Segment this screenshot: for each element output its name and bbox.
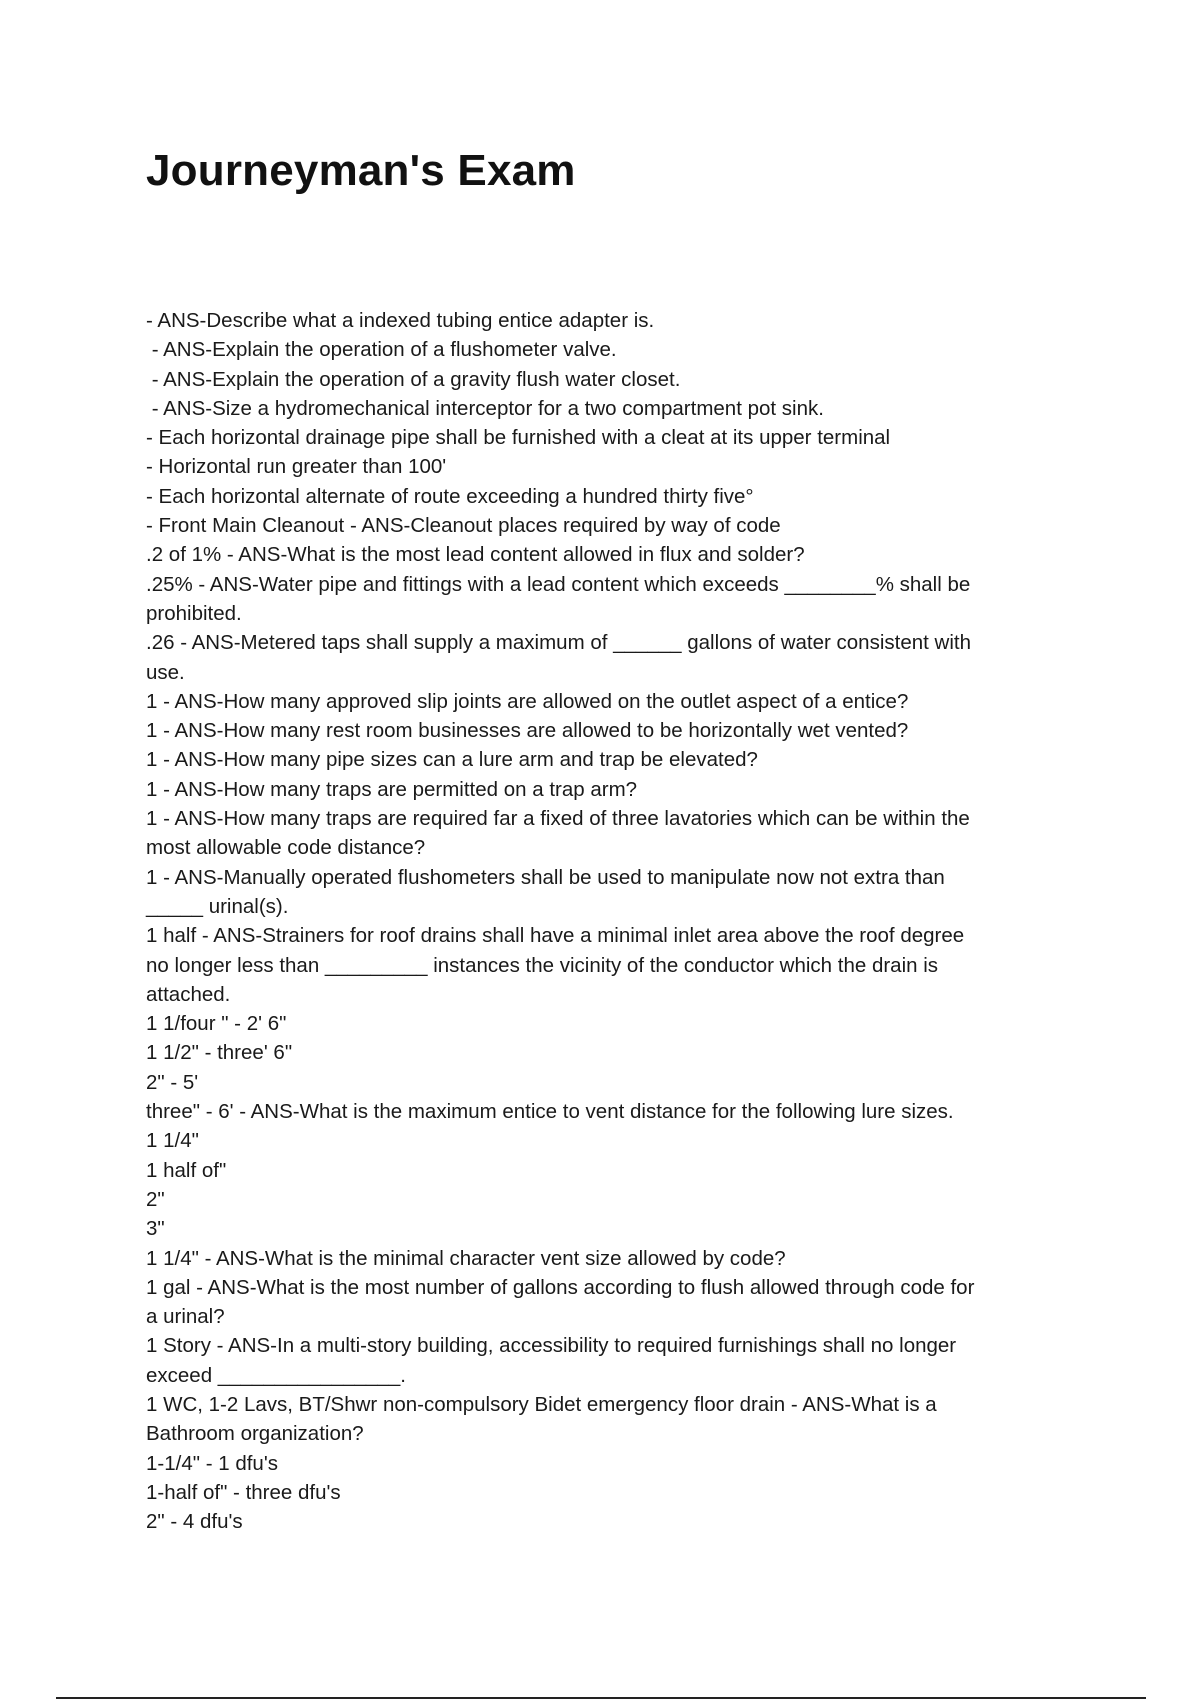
text-line: - ANS-Describe what a indexed tubing entice adapter is. xyxy=(146,309,655,332)
text-line: 1 - ANS-Manually operated flushometers shall be used to manipulate now not extra than xyxy=(146,865,945,889)
text-line: 1 half of" xyxy=(146,1158,227,1182)
text-line: 1 - ANS-How many approved slip joints are allowed on the outlet aspect of a entice? xyxy=(146,689,909,713)
text-line: .25% - ANS-Water pipe and fittings with a lead content which exceeds ________% shall be xyxy=(146,572,971,596)
document-body xyxy=(146,306,1046,1536)
text-line: 1 - ANS-How many traps are required far a fixed of three lavatories which can be within the xyxy=(146,807,970,831)
text-line: _____ urinal(s). xyxy=(146,894,289,918)
text-line: 1 1/4" - ANS-What is the minimal character vent size allowed by code? xyxy=(146,1246,786,1270)
text-line: - Each horizontal alternate of route exceeding a hundred thirty five° xyxy=(146,484,754,508)
text-line: most allowable code distance? xyxy=(146,836,426,860)
text-line: 1-half of" - three dfu's xyxy=(146,1480,341,1504)
text-line: .2 of 1% - ANS-What is the most lead content allowed in flux and solder? xyxy=(146,543,805,567)
text-line: 1 gal - ANS-What is the most number of gallons according to flush allowed through code for xyxy=(146,1275,975,1299)
text-line: exceed ________________. xyxy=(146,1363,406,1387)
text-line: 1 - ANS-How many traps are permitted on a trap arm? xyxy=(146,777,638,801)
text-line: 1 1/2" - three' 6" xyxy=(146,1041,293,1065)
text-line: three" - 6' - ANS-What is the maximum entice to vent distance for the following lure sizes. xyxy=(146,1100,954,1124)
text-line: 1 1/4" xyxy=(146,1129,199,1153)
footer-divider xyxy=(56,1697,1146,1699)
text-line: 1 half - ANS-Strainers for roof drains shall have a minimal inlet area above the roof degree xyxy=(146,924,965,948)
text-line: Bathroom organization? xyxy=(146,1422,364,1446)
page-title: Journeyman's Exam xyxy=(146,146,576,195)
text-line: - ANS-Explain the operation of a gravity flush water closet. xyxy=(146,367,681,391)
text-line: - Front Main Cleanout - ANS-Cleanout places required by way of code xyxy=(146,514,781,538)
text-line: 1 Story - ANS-In a multi-story building, accessibility to required furnishings shall no longer xyxy=(146,1334,957,1358)
text-line: use. xyxy=(146,660,185,684)
text-line: - ANS-Size a hydromechanical interceptor for a two compartment pot sink. xyxy=(146,396,824,420)
text-line: 2" xyxy=(146,1187,165,1211)
text-line: prohibited. xyxy=(146,601,242,625)
text-line: 3" xyxy=(146,1217,165,1241)
text-line: attached. xyxy=(146,982,231,1006)
text-line: 2" - 5' xyxy=(146,1070,199,1094)
text-line: 2" - 4 dfu's xyxy=(146,1510,243,1534)
text-line: a urinal? xyxy=(146,1305,225,1329)
text-line: .26 - ANS-Metered taps shall supply a maximum of ______ gallons of water consistent with xyxy=(146,631,971,655)
text-line: no longer less than _________ instances the vicinity of the conductor which the drain is xyxy=(146,953,939,977)
text-line: 1 - ANS-How many pipe sizes can a lure arm and trap be elevated? xyxy=(146,748,758,772)
text-line: 1 - ANS-How many rest room businesses are allowed to be horizontally wet vented? xyxy=(146,719,909,743)
text-line: - Horizontal run greater than 100' xyxy=(146,455,447,479)
text-line: - ANS-Explain the operation of a flushometer valve. xyxy=(146,338,617,362)
text-line: 1 WC, 1-2 Lavs, BT/Shwr non-compulsory Bidet emergency floor drain - ANS-What is a xyxy=(146,1392,937,1416)
text-line: - Each horizontal drainage pipe shall be furnished with a cleat at its upper terminal xyxy=(146,426,891,450)
text-line: 1-1/4" - 1 dfu's xyxy=(146,1451,278,1475)
text-line: 1 1/four " - 2' 6" xyxy=(146,1012,287,1036)
